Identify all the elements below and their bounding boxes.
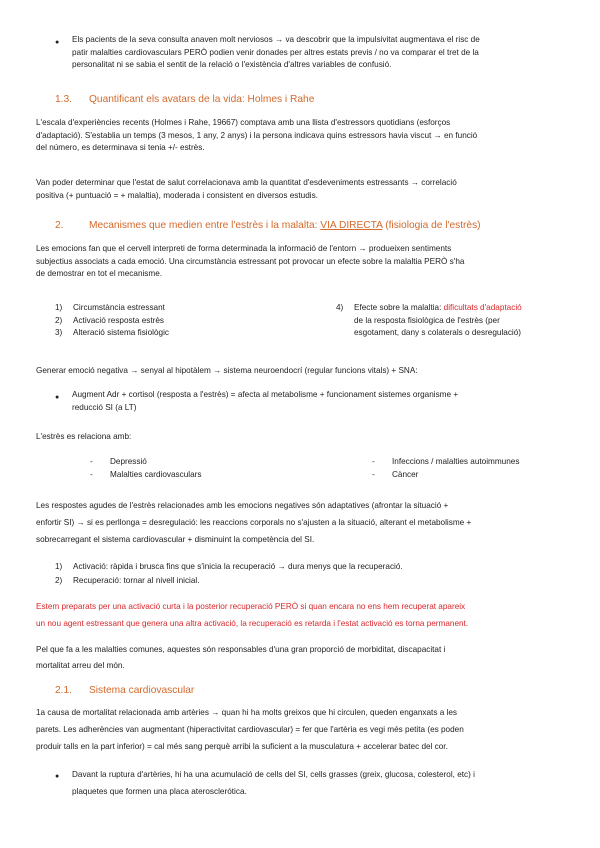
heading-number: 2. [55,220,64,231]
text-line: Generar emoció negativa → senyal al hipotàlem → sistema neuroendocrí (regular funcions vitals) + SNA: [36,366,418,375]
numbered-list-mechanism [55,302,169,340]
list-number: 2) [55,576,63,586]
text-line: positiva (+ puntuació = + malaltia), moderada i consistent en diversos estudis. [36,190,318,200]
dash-text: Malalties cardiovasculars [110,469,202,479]
dash-list-right [372,456,519,481]
heading-title-suffix: (fisiologia de l'estrès) [382,220,481,231]
list-item-4 [336,302,564,340]
list-item [55,315,169,328]
paragraph-emotions [36,243,564,281]
list-text: Recuperació: tornar al nivell inicial. [73,576,200,586]
section-heading-1-3 [55,92,314,108]
text-line: produir talls en la part inferior) = cal més sang perquè arribi la suficient a la musculatura + accelerar batec del cor. [36,741,448,751]
paragraph-common-diseases [36,642,564,675]
text-line: parets. Les adherències van augmentant (hiperactivitat cardiovascular) = fer que l'artèria es vegi més petita (es poden [36,724,464,734]
paragraph-negative-emotion [36,365,564,378]
bullet-paragraph-arteries [72,767,564,801]
section-heading-2-1 [55,683,194,699]
list-text: esgotament, dany s colaterals o desregulació) [354,328,522,338]
paragraph-highlight-permanent [36,598,564,632]
list-number: 1) [55,303,63,312]
list-number: 2) [55,315,63,325]
text-line: personalitat ni se sabia el sentit de la relació o l'existència d'altres variables de confusió. [72,60,392,70]
list-text: Circumstància estressant [73,303,165,312]
text-line: Estem preparats per una activació curta i la posterior recuperació PERÒ si quan encara no ens hem recuperat apareix [36,602,466,611]
text-line: L'escala d'experiències recents (Holmes i Rahe, 19667) comptava amb una llista d'estressors quotidians (esforços [36,118,451,127]
list-text: Activació resposta estrès [73,315,165,325]
dash-text: Càncer [392,469,419,479]
list-item [55,574,403,588]
heading-underlined: VIA DIRECTA [320,220,383,231]
text-line: enfortir SI) → si es perllonga = desregulació: les reaccions corporals no s'ajusten a la situació, alterant el metabolisme + [36,518,472,528]
text-line: reducció SI (a LT) [72,402,137,412]
text-line: patir malalties cardiovasculars PERÒ podien venir donades per altres estats previs / no va comparar el tret de la [72,47,479,57]
dash-mark: - [90,457,93,466]
paragraph-cardiovascular [36,705,564,755]
text-line: de demostrar en tot el mecanisme. [36,269,163,279]
list-number: 3) [55,328,63,338]
bullet-icon: ● [55,394,60,401]
dash-list-left [90,456,201,481]
list-number: 4) [336,303,344,312]
heading-number: 2.1. [55,685,72,696]
text-line: Pel que fa a les malalties comunes, aquestes són responsables d'una gran proporció de morbiditat, discapacitat i [36,645,446,654]
text-line: 1a causa de mortalitat relacionada amb artèries → quan hi ha molts greixos que hi circulen, queden enganxats a les [36,708,457,717]
text-line: mortalitat arreu del món. [36,661,125,671]
dash-text: Depressió [110,457,147,466]
dash-item [90,469,201,482]
numbered-list-phases [55,560,403,589]
text-line: un nou agent estressant que genera una altra activació, la recuperació es retarda i l'estat activació es torna permanent. [36,619,469,629]
paragraph-acute-responses [36,497,564,549]
text-line: Augment Adr + cortisol (resposta a l'estrès) = afecta al metabolisme + funcionament sistemes organisme + [72,390,459,399]
list-highlight: dificultats d'adaptació [443,303,522,312]
dash-mark: - [372,457,375,466]
dash-mark: - [90,469,93,479]
list-text: Alteració sistema fisiològic [73,328,170,338]
text-line: Les emocions fan que el cervell interpreti de forma determinada la informació de l'entorn → produeixen sentiments [36,244,452,253]
text-line: Les respostes agudes de l'estrès relacionades amb les emocions negatives són adaptatives (afrontar la situació + [36,501,449,510]
heading-title: Mecanismes que medien entre l'estrès i la malalta: [89,220,321,231]
text-line: del número, es determinava si tenia +/- estrès. [36,143,205,153]
paragraph-relates [36,431,564,444]
bullet-paragraph-adrenaline [72,389,564,414]
dash-text: Infeccions / malalties autoimmunes [392,457,520,466]
bullet-paragraph-impulsivity [72,34,564,72]
dash-item [90,456,201,469]
list-text: Activació: ràpida i brusca fins que s'inicia la recuperació → dura menys que la recuperació. [73,562,403,571]
bullet-icon: ● [55,39,60,46]
text-line: Van poder determinar que l'estat de salut correlacionava amb la quantitat d'esdeveniments estressants → correlació [36,178,457,187]
text-line: d'adaptació). S'establia un temps (3 mesos, 1 any, 2 anys) i la persona indicava quins estressors havia viscut → en funció [36,130,478,140]
dash-mark: - [372,469,375,479]
section-heading-2 [55,218,481,234]
text-line: Els pacients de la seva consulta anaven molt nerviosos → va descobrir que la impulsivitat augmentava el risc de [72,35,480,44]
text-line: L'estrès es relaciona amb: [36,432,132,441]
text-line: plaquetes que formen una placa aterosclerótica. [72,786,247,796]
list-text: de la resposta fisiològica de l'estrès (per [354,315,500,325]
list-item [55,327,169,340]
paragraph-holmes-rahe [36,117,564,155]
text-line: subjectius associats a cada emoció. Una circumstància estressant pot provocar un efecte sobre la malaltia PERÒ s'ha [36,256,465,266]
list-text: Efecte sobre la malaltia: [354,303,444,312]
dash-item [372,456,519,469]
heading-title: Sistema cardiovascular [89,685,195,696]
list-item [55,560,403,574]
heading-number: 1.3. [55,94,72,105]
heading-title: Quantificant els avatars de la vida: Holmes i Rahe [89,94,315,105]
text-line: sobrecarregant el sistema cardiovascular + disminuint la competència del SI. [36,535,315,545]
list-number: 1) [55,562,63,571]
bullet-icon: ● [55,773,60,780]
dash-item [372,469,519,482]
text-line: Davant la ruptura d'artèries, hi ha una acumulació de cells del SI, cells grasses (greix, glucosa, colesterol, etc) i [72,770,475,779]
list-item [55,302,169,315]
paragraph-correlation [36,177,564,202]
